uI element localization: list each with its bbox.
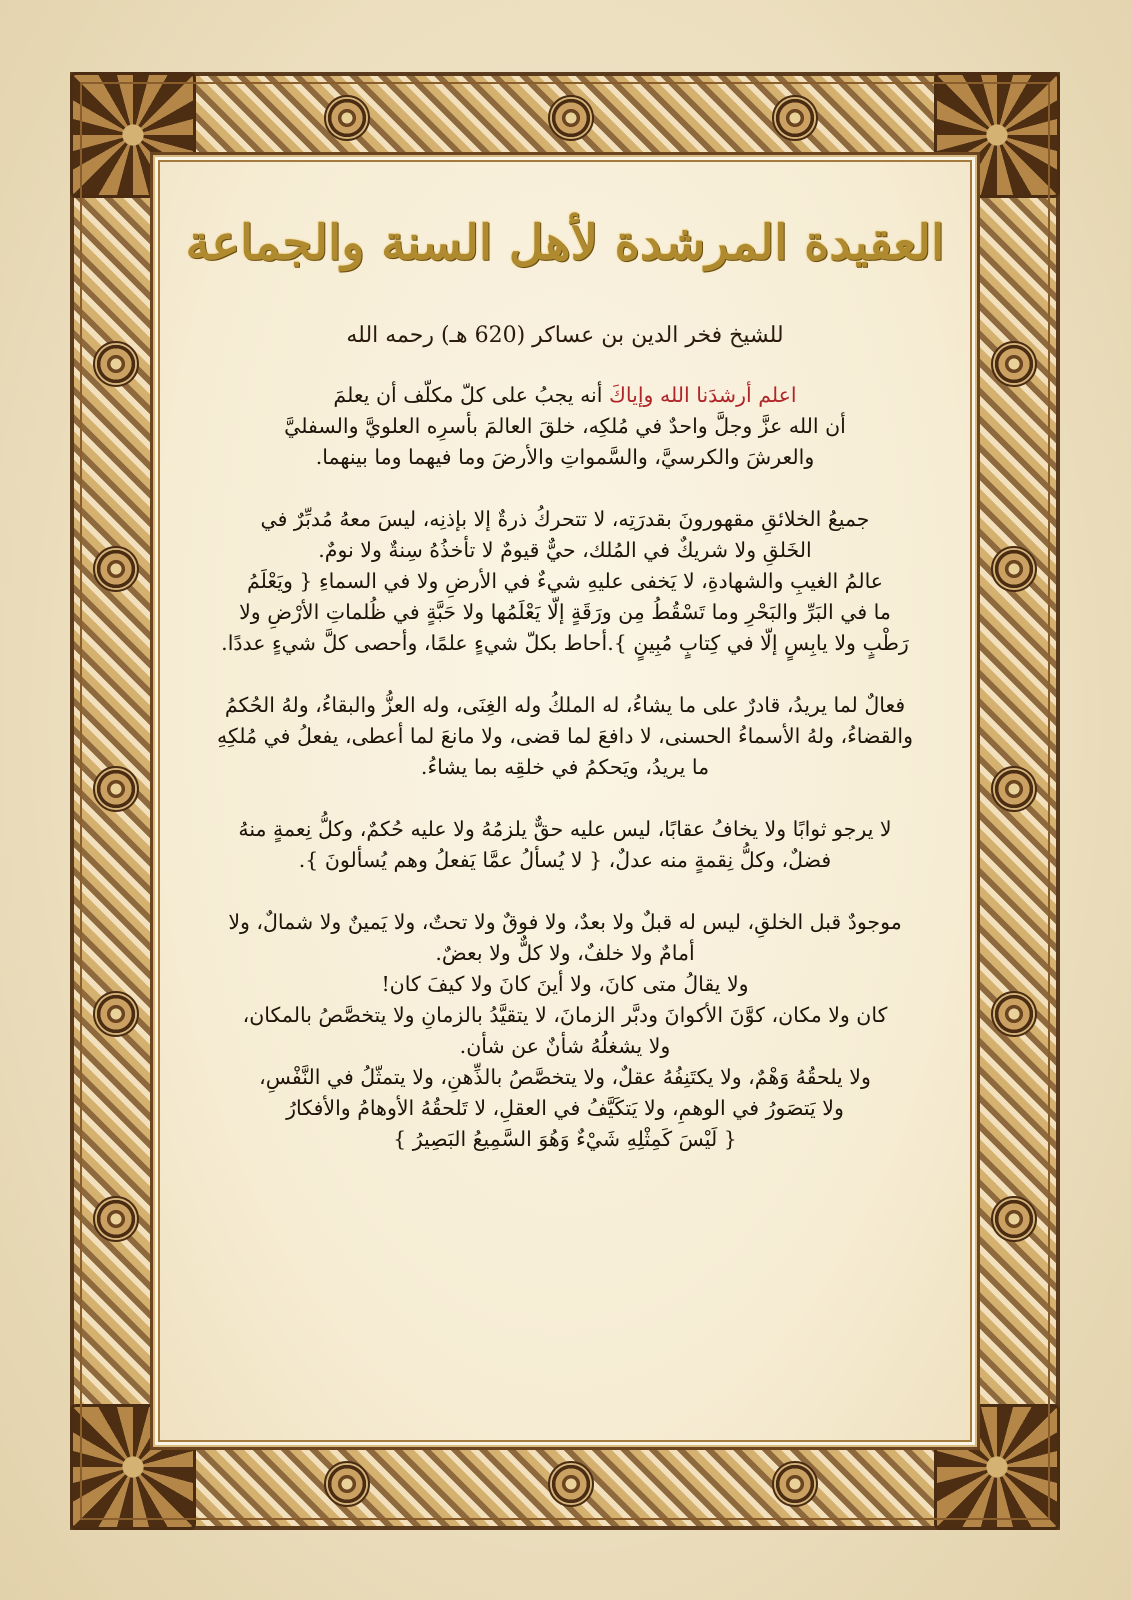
page-title: العقيدة المرشدة لأهل السنة والجماعة <box>185 215 945 271</box>
text-panel <box>150 152 980 1450</box>
text-line: ولا يقالُ متى كانَ، ولا أينَ كانَ ولا كيفَ كان! <box>381 972 749 996</box>
text-line: أمامٌ ولا خلفٌ، ولا كلٌّ ولا بعضٌ. <box>435 941 695 965</box>
text-line: ولا يشغلُهُ شأنٌ عن شأن. <box>459 1034 671 1058</box>
paragraph-5 <box>183 907 947 1155</box>
creed-text <box>183 380 947 1186</box>
rosette-ornament <box>991 991 1037 1037</box>
paragraph-1 <box>183 380 947 473</box>
text-line: عالمُ الغيبِ والشهادةِ، لا يَخفى عليهِ شيءٌ في الأرضِ ولا في السماءِ { ويَعْلَمُ <box>246 569 884 593</box>
text-line: اعلم أرشدَنا الله وإياكَ أنه يجبُ على كلّ مكلّف أن يعلمَ <box>333 383 797 407</box>
text-line: جميعُ الخلائقِ مقهورونَ بقدرَتِه، لا تتحركُ ذرةٌ إلا بإذنِه، ليسَ معهُ مُدبِّرٌ في <box>260 507 870 531</box>
rosette-ornament <box>991 766 1037 812</box>
text-line: فضلٌ، وكلُّ نِقمةٍ منه عدلٌ، { لا يُسألُ عمَّا يَفعلُ وهم يُسألونَ }. <box>298 848 832 872</box>
text-line: فعالٌ لما يريدُ، قادرٌ على ما يشاءُ، له الملكُ وله الغِنَى، وله العزُّ والبقاءُ، ولهُ الحُكمُ <box>224 693 906 717</box>
text-line: ولا يَتصَورُ في الوهمِ، ولا يَتكَيَّفُ في العقلِ، لا تَلحقُهُ الأوهامُ والأفكارُ <box>286 1096 844 1120</box>
rosette-ornament <box>991 341 1037 387</box>
author-subtitle: للشيخ فخر الدين بن عساكر (620 هـ) رحمه الله <box>346 323 784 348</box>
text-line: الخَلقِ ولا شريكٌ في المُلك، حيٌّ قيومٌ لا تأخذُهُ سِنةٌ ولا نومٌ. <box>318 538 812 562</box>
rosette-ornament <box>772 1461 818 1507</box>
text-line: كان ولا مكان، كوَّنَ الأكوانَ ودبَّر الزمانَ، لا يتقيَّدُ بالزمانِ ولا يتخصَّصُ بالمكان، <box>242 1003 888 1027</box>
text-line: ما يريدُ، ويَحكمُ في خلقِه بما يشاءُ. <box>420 755 710 779</box>
text-line: موجودٌ قبل الخلقِ، ليس له قبلٌ ولا بعدٌ، ولا فوقٌ ولا تحتٌ، ولا يَمينٌ ولا شمالٌ، ولا <box>228 910 902 934</box>
rosette-ornament <box>324 1461 370 1507</box>
text-line: والعرشَ والكرسيَّ، والسَّمواتِ والأرضَ وما فيهما وما بينهما. <box>315 445 815 469</box>
rosette-ornament <box>548 95 594 141</box>
rosette-ornament <box>93 341 139 387</box>
rosette-ornament <box>772 95 818 141</box>
quran-verse: { لَيْسَ كَمِثْلِهِ شَيْءٌ وَهُوَ السَّمِيعُ البَصِيرُ } <box>393 1127 737 1151</box>
text-line: والقضاءُ، ولهُ الأسماءُ الحسنى، لا دافعَ لما قضى، ولا مانعَ لما أعطى، يفعلُ في مُلكِهِ <box>216 724 914 748</box>
paragraph-3 <box>183 690 947 783</box>
rosette-ornament <box>93 766 139 812</box>
text-line: أن الله عزَّ وجلَّ واحدٌ في مُلكِه، خلقَ العالمَ بأسرِه العلويَّ والسفليَّ <box>284 414 846 438</box>
text-line: رَطْبٍ ولا يابِسٍ إلّا في كِتابٍ مُبِينٍ }.أحاط بكلّ شيءٍ علمًا، وأحصى كلَّ شيءٍ عددًا. <box>221 631 909 655</box>
text-line: ما في البَرِّ والبَحْرِ وما تَسْقُطُ مِن ورَقَةٍ إلّا يَعْلَمُها ولا حَبَّةٍ في ظُلماتِ الأرْضِ ولا <box>239 600 891 624</box>
rosette-ornament <box>991 1196 1037 1242</box>
paragraph-2 <box>183 504 947 659</box>
rosette-ornament <box>93 1196 139 1242</box>
rosette-ornament <box>93 991 139 1037</box>
text-line: ولا يلحقُهُ وَهْمٌ، ولا يكتَنِفُهُ عقلٌ، ولا يتخصَّصُ بالذِّهنِ، ولا يتمثّلُ في النَّفْسِ، <box>259 1065 871 1089</box>
rosette-ornament <box>324 95 370 141</box>
rosette-ornament <box>548 1461 594 1507</box>
text-line: لا يرجو ثوابًا ولا يخافُ عقابًا، ليس عليه حقٌّ يلزمُهُ ولا عليه حُكمٌ، وكلُّ نِعمةٍ منهُ <box>238 817 892 841</box>
rosette-ornament <box>991 546 1037 592</box>
paragraph-4 <box>183 814 947 876</box>
highlighted-prayer: اعلم أرشدَنا الله وإياكَ <box>609 383 797 407</box>
rosette-ornament <box>93 546 139 592</box>
